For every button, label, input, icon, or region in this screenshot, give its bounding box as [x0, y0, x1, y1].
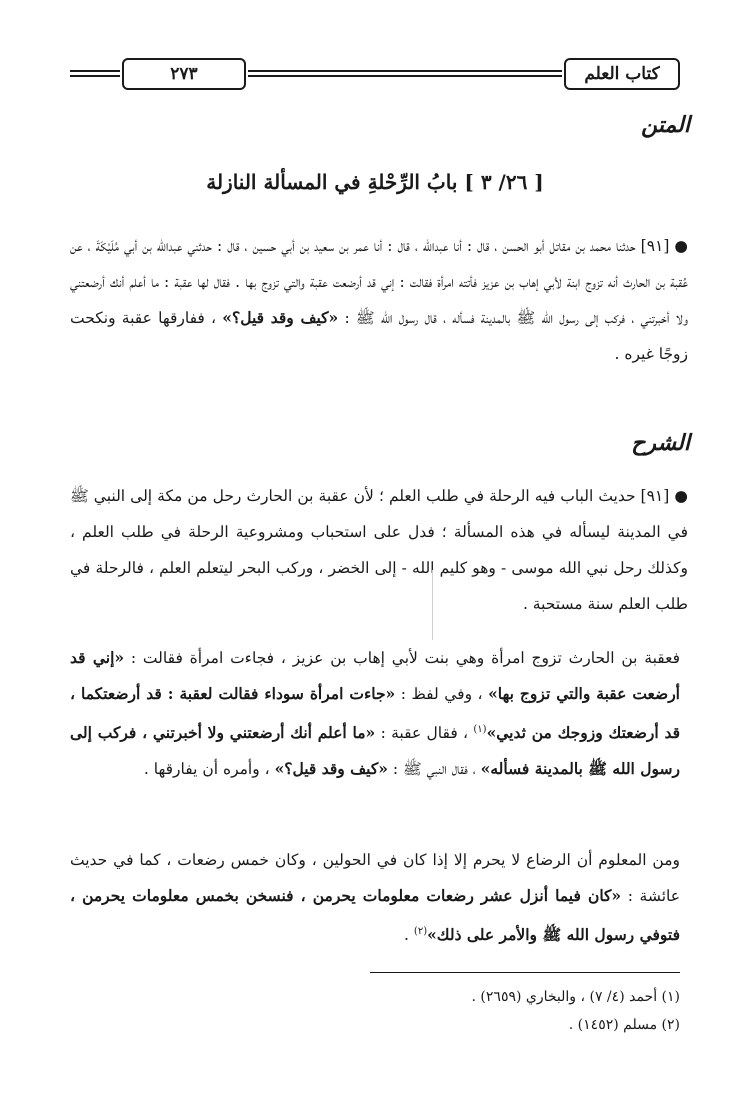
page-number: ٢٧٣: [122, 58, 246, 90]
sharh-paragraph-3: [70, 842, 680, 953]
matn-quote: «كيف وقد قيل؟»: [222, 308, 339, 327]
p3-text-c: .: [404, 926, 409, 945]
header-rule-center: [248, 70, 562, 77]
p2-quote-h: «كيف وقد قيل؟»: [274, 759, 388, 779]
sharh-paragraph-2: [70, 640, 680, 787]
margin-mark: [432, 570, 433, 640]
footnote-ref-1[interactable]: (١): [473, 724, 487, 735]
sharh-paragraph-1: ● [٩١] حديث الباب فيه الرحلة في طلب العلم ؛ لأن عقبة بن الحارث رحل من مكة إلى النبي ﷺ في المدينة ليسأله في هذه المسألة ؛ فدل على استحباب ومشروعية الرحلة في طلب العلم ، وكذلك رحل نبي الله موسى - وهو كليم الله - إلى الخضر ، وركب البحر ليتعلم العلم ، فالرحلة في طلب العلم سنة مستحبة .: [70, 487, 688, 613]
p2-quote-f: «ما أعلم أنك أرضعتني ولا أخبرتني ، فركب إلى رسول الله ﷺ بالمدينة فسأله»: [70, 723, 680, 779]
p2-quote-d: «جاءت امرأة سوداء فقالت لعقبة : قد أرضعتكما ، قد أرضعتك وزوجك من ثديي»: [70, 684, 681, 743]
footnote-ref-2[interactable]: (٢): [413, 926, 428, 937]
p3-text-a: ومن المعلوم أن الرضاع لا يحرم إلا إذا كان في الحولين ، وكان خمس رضعات ، كما في حديث عائشة :: [70, 851, 680, 905]
page-header: [70, 58, 680, 90]
p2-text-i: ، وأمره أن يفارقها .: [143, 760, 270, 779]
p2-text-g: ، فقال النبي ﷺ :: [392, 760, 476, 779]
matn-text: ● [٩١] حدثنا محمد بن مقاتل أبو الحسن ، قال : أنا عبدالله ، قال : أنا عمر بن سعيد بن أبي حسين ، قال : حدثني عبدالله بن أبي مُلَيْكَةَ ، عن عُقبة بن الحارث أنه تزوج ابنة لأبي إهاب بن عزيز فأتته امرأة فقالت : إني قد أرضعت عقبة والتي تزوج بها . فقال لها عقبة : ما أعلم أنك أرضعتني ولا أخبرتني ، فركب إلى رسول الله ﷺ بالمدينة فسأله ، قال رسول الله ﷺ :: [70, 237, 689, 327]
footnote-1: (١) أحمد (٤/ ٧) ، والبخاري (٢٦٥٩) .: [471, 989, 680, 1005]
header-rule-left: [70, 70, 120, 77]
p2-quote-b: «إني قد أرضعت عقبة والتي تزوج بها»: [70, 648, 680, 703]
sharh-label: الشرح: [631, 430, 690, 456]
chapter-heading: [ ٢٦/ ٣ ] بابُ الرِّحْلةِ في المسألة النازلة: [206, 170, 544, 194]
p2-text-a: فعقبة بن الحارث تزوج امرأة وهي بنت لأبي إهاب بن عزيز ، فجاءت امرأة فقالت :: [130, 649, 680, 667]
footnote-2: (٢) مسلم (١٤٥٢) .: [568, 1017, 680, 1033]
footnote-divider: [370, 972, 680, 973]
p3-quote-b: «كان فيما أنزل عشر رضعات معلومات يحرمن ، فنسخن بخمس معلومات يحرمن ، فتوفي رسول الله ﷺ والأمر على ذلك»: [70, 886, 680, 945]
book-title: كتاب العلم: [564, 58, 680, 90]
matn-paragraph: [70, 228, 688, 372]
p2-text-c: ، وفي لفظ :: [400, 685, 483, 703]
p2-text-e: ، فقال عقبة :: [380, 724, 469, 743]
matn-label: المتن: [641, 112, 690, 138]
matn-text-end: ، ففارقها عقبة ونكحت زوجًا غيره .: [70, 309, 688, 363]
